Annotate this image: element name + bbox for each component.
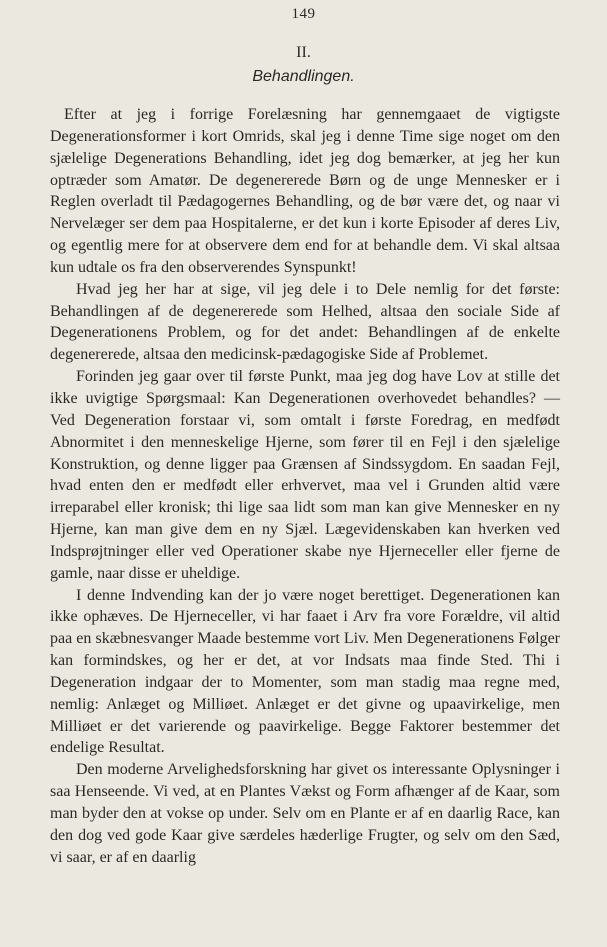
paragraph-3: Forinden jeg gaar over til første Punkt, maa jeg dog have Lov at stille det ikke uvigtige Spørgsmaal: Kan Degenerationen overhovedet behandles? — Ved Degeneration forstaar vi, som omtalt i første Foredrag, en medfødt Abnormitet i den menneskelige Hjerne, som fører til en Fejl i den sjælelige Konstruktion, og denne ligger paa Grænsen af Sindssygdom. En saadan Fejl, hvad enten den er medfødt eller erhvervet, maa vel i Grunden altid være irreparabel eller kronisk; thi lige saa lidt som man kan give Mennesker en ny Hjerne, kan man give dem en ny Sjæl. Lægevidenskaben kan hverken ved Indsprøjtninger eller ved Operationer skabe nye Hjerneceller eller fjerne de gamle, naar disse er uheldige. bbox=[50, 368, 560, 582]
paragraph-4: I denne Indvending kan der jo være noget berettiget. Degenerationen kan ikke ophæves. De Hjerneceller, vi har faaet i Arv fra vore Forældre, vil altid paa en skæbnesvanger Maade bestemme vort Liv. Men Degenerationens Følger kan formindskes, og her er det, at vor Indsats maa finde Sted. Thi i Degeneration indgaar der to Momenter, som man stadig maa regne med, nemlig: Anlæget og Milliøet. Anlæget er det givne og upaavirkelige, men Milliøet er det varierende og paavirkelige. Begge Faktorer bestemmer det endelige Resultat. bbox=[50, 586, 560, 757]
chapter-number: II. bbox=[296, 44, 311, 61]
chapter-title: Behandlingen. bbox=[252, 68, 355, 85]
body-text bbox=[50, 104, 560, 869]
paragraph-1: Efter at jeg i forrige Forelæsning har gennemgaaet de vigtigste Degenerationsformer i kort Omrids, skal jeg i denne Time sige noget om den sjælelige Degenerations Behandling, idet jeg dog bemærker, at jeg her kun optræder som Amatør. De degenererede Børn og de unge Mennesker er i Reglen overladt til Pædagogernes Behandling, og de bør være det, og naar vi Nervelæger ser dem paa Hospitalerne, er det kun i korte Episoder af deres Liv, og egentlig mere for at observere dem end for at behandle dem. Vi skal altsaa kun udtale os fra den observerendes Synspunkt! bbox=[50, 106, 560, 276]
paragraph-5: Den moderne Arvelighedsforskning har givet os interessante Oplysninger i saa Henseende. Vi ved, at en Plantes Vækst og Form afhænger af de Kaar, som man byder den at vokse op under. Selv om en Plante er af en daarlig Race, kan den dog ved gode Kaar give særdeles hæderlige Frugter, og selv om den Sæd, vi saar, er af en daarlig bbox=[50, 761, 560, 866]
page-number: 149 bbox=[291, 6, 316, 22]
paragraph-2: Hvad jeg her har at sige, vil jeg dele i to Dele nemlig for det første: Behandlingen af de degenererede som Helhed, altsaa den sociale Side af Degenerationens Problem, og for det andet: Behandlingen af de enkelte degenererede, altsaa den medicinsk-pædagogiske Side af Problemet. bbox=[50, 280, 560, 364]
